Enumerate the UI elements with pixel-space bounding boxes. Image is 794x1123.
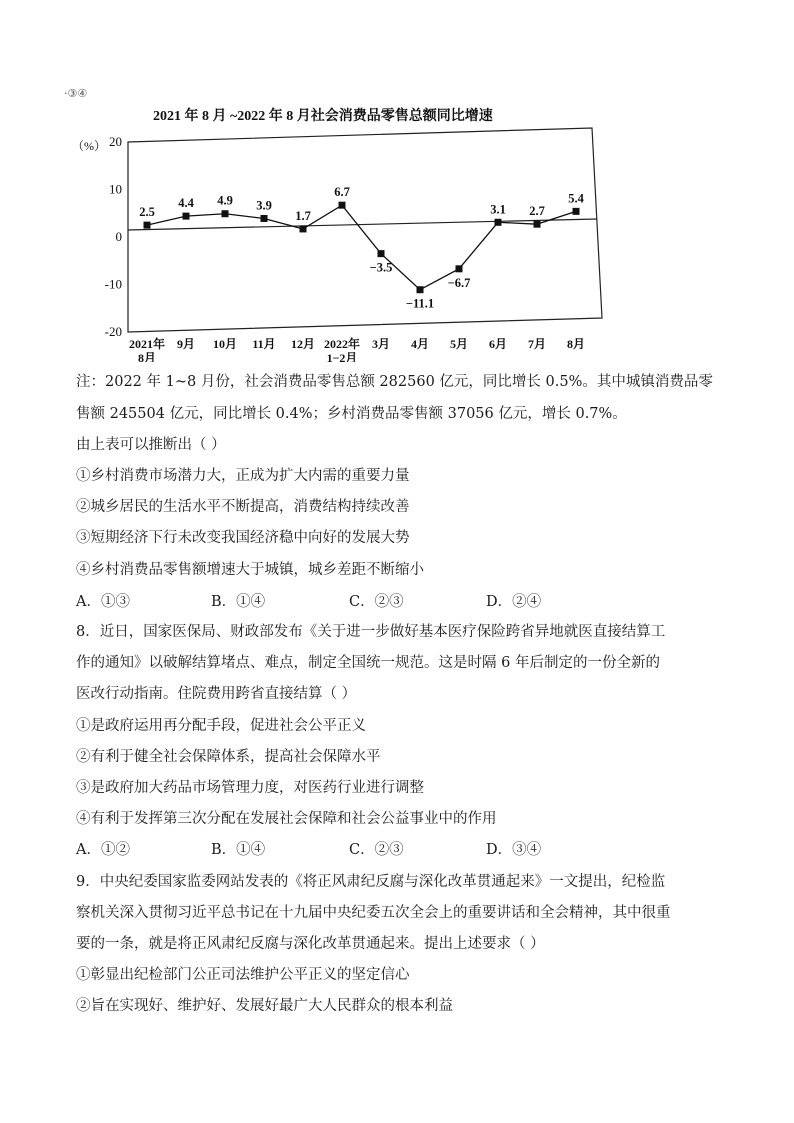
q7-option-1: ①乡村消费市场潜力大，正成为扩大内需的重要力量 bbox=[76, 468, 410, 484]
q8-line-3: 医改行动指南。住院费用跨省直接结算（ ） bbox=[76, 686, 357, 702]
q8-choice-c: C．②③ bbox=[349, 842, 404, 858]
data-label: 1.7 bbox=[295, 208, 311, 223]
q7-option-4: ④乡村消费品零售额增速大于城镇，城乡差距不断缩小 bbox=[76, 562, 424, 578]
x-tick-label: 6月 bbox=[488, 337, 508, 351]
zero-baseline bbox=[128, 219, 597, 230]
q9-option-2: ②旨在实现好、维护好、发展好最广大人民群众的根本利益 bbox=[76, 998, 453, 1014]
q8-option-2: ②有利于健全社会保障体系，提高社会保障水平 bbox=[76, 749, 381, 765]
data-label: 5.4 bbox=[568, 191, 584, 206]
q7-choice-c: C．②③ bbox=[349, 594, 404, 610]
q8-choice-a: A．①② bbox=[76, 842, 130, 858]
x-tick-label: 2022年 1−2月 bbox=[323, 337, 361, 362]
y-tick-label: 10 bbox=[109, 181, 122, 197]
data-label: −6.7 bbox=[447, 275, 471, 290]
q7-choice-d: D．②④ bbox=[486, 594, 542, 610]
series-line bbox=[147, 205, 576, 290]
data-point bbox=[573, 208, 580, 215]
q9-line-1: 9．中央纪委国家监委网站发表的《将正风肃纪反腐与深化改革贯通起来》一文提出，纪检监 bbox=[76, 874, 666, 890]
x-tick-label: 9月 bbox=[176, 337, 196, 351]
y-tick-label: 20 bbox=[109, 134, 122, 149]
q9-line-2: 察机关深入贯彻习近平总书记在十九届中央纪委五次全会上的重要讲话和全会精神，其中很重 bbox=[76, 905, 671, 921]
x-tick-label: 11月 bbox=[252, 337, 276, 351]
x-tick-label: 5月 bbox=[449, 337, 469, 351]
data-point bbox=[222, 210, 229, 217]
note-line-2: 售额 245504 亿元，同比增长 0.4%；乡村消费品零售额 37056 亿元，增长 0.7%。 bbox=[76, 406, 627, 422]
data-point bbox=[183, 213, 190, 220]
data-label: −3.5 bbox=[369, 260, 393, 275]
chart-title: 2021 年 8 月 ~2022 年 8 月社会消费品零售总额同比增速 bbox=[153, 109, 493, 124]
x-tick-label: 4月 bbox=[410, 337, 430, 351]
data-point bbox=[495, 219, 502, 226]
x-tick-label: 3月 bbox=[371, 337, 391, 351]
q7-option-2: ②城乡居民的生活水平不断提高，消费结构持续改善 bbox=[76, 499, 410, 515]
y-tick-label: 0 bbox=[115, 229, 122, 244]
y-tick-label: -10 bbox=[104, 276, 122, 292]
q7-option-3: ③短期经济下行未改变我国经济稳中向好的发展大势 bbox=[76, 530, 410, 546]
data-label: 6.7 bbox=[334, 185, 350, 200]
q9-option-1: ①彰显出纪检部门公正司法维护公平正义的坚定信心 bbox=[76, 967, 410, 983]
data-point bbox=[144, 222, 151, 229]
data-point bbox=[456, 265, 463, 272]
q7-choice-b: B．①④ bbox=[211, 594, 266, 610]
x-tick-label: 2021年 8月 bbox=[128, 337, 166, 362]
q8-choice-b: B．①④ bbox=[211, 842, 266, 858]
data-label: 4.9 bbox=[217, 193, 233, 208]
note-line-1: 注：2022 年 1~8 月份，社会消费品零售总额 282560 亿元，同比增长 0.5%。其中城镇消费品零 bbox=[76, 374, 713, 390]
q8-option-3: ③是政府加大药品市场管理力度，对医药行业进行调整 bbox=[76, 780, 424, 796]
header-fragment: ·③④ bbox=[64, 87, 88, 100]
data-point bbox=[261, 215, 268, 222]
data-label: −11.1 bbox=[405, 296, 435, 311]
q7-stem: 由上表可以推断出（ ） bbox=[76, 437, 226, 453]
x-tick-label: 8月 bbox=[566, 337, 586, 351]
data-point bbox=[300, 225, 307, 232]
growth-chart bbox=[60, 92, 620, 362]
q8-choice-d: D．③④ bbox=[486, 842, 542, 858]
data-label: 3.1 bbox=[490, 202, 506, 217]
data-label: 4.4 bbox=[178, 196, 194, 211]
plot-frame bbox=[128, 128, 602, 332]
data-label: 3.9 bbox=[256, 198, 272, 213]
q7-choice-a: A．①③ bbox=[76, 594, 130, 610]
x-tick-label: 7月 bbox=[527, 337, 547, 351]
data-label: 2.5 bbox=[139, 205, 155, 220]
x-tick-label: 12月 bbox=[290, 337, 316, 351]
data-point bbox=[339, 202, 346, 209]
data-point bbox=[378, 250, 385, 257]
q8-option-4: ④有利于发挥第三次分配在发展社会保障和社会公益事业中的作用 bbox=[76, 811, 497, 827]
line-chart-svg bbox=[60, 92, 620, 362]
data-label: 2.7 bbox=[529, 204, 545, 219]
q8-line-1: 8．近日，国家医保局、财政部发布《关于进一步做好基本医疗保险跨省异地就医直接结算工 bbox=[76, 624, 666, 640]
y-tick-label: -20 bbox=[104, 324, 122, 339]
q8-option-1: ①是政府运用再分配手段，促进社会公平正义 bbox=[76, 718, 366, 734]
data-point bbox=[534, 221, 541, 228]
q8-line-2: 作的通知》以破解结算堵点、难点，制定全国统一规范。这是时隔 6 年后制定的一份全新的 bbox=[76, 655, 660, 671]
data-point bbox=[417, 286, 424, 293]
y-axis-unit-label: （%） bbox=[72, 139, 106, 153]
q9-line-3: 要的一条，就是将正风肃纪反腐与深化改革贯通起来。提出上述要求（ ） bbox=[76, 936, 545, 952]
x-tick-label: 10月 bbox=[212, 337, 238, 351]
